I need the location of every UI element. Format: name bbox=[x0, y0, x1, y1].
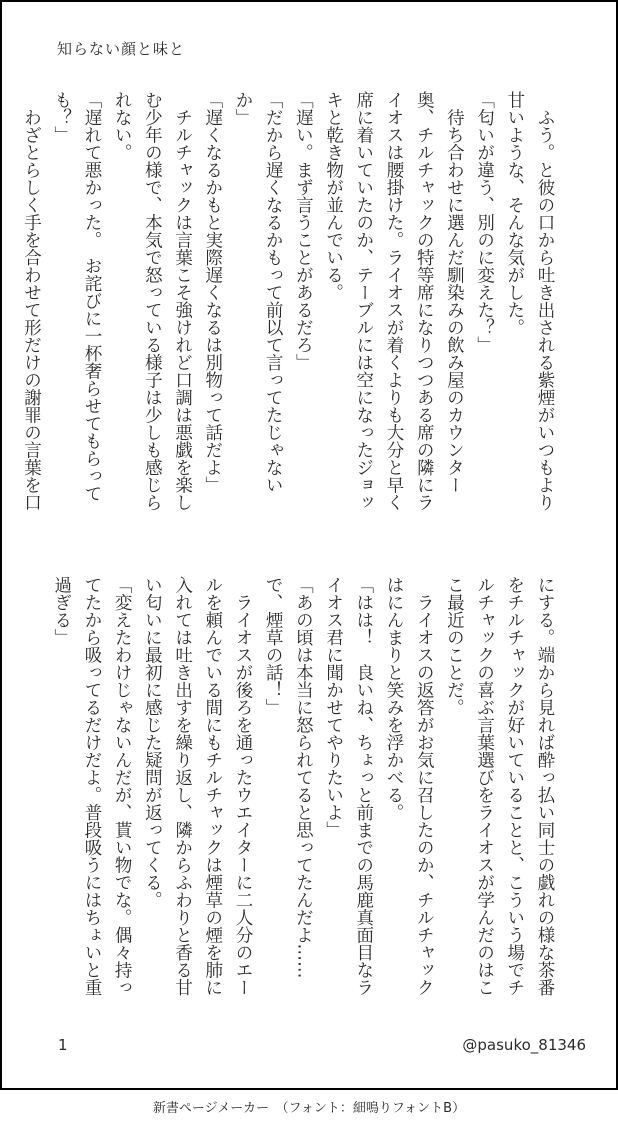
paragraph: 「匂いが違う、別のに変えた？」 bbox=[474, 91, 495, 354]
page-number: 1 bbox=[58, 1036, 68, 1054]
paragraph: 「遅れて悪かった。 お詫びに一杯奢らせてもらっても？」 bbox=[51, 91, 102, 503]
generator-caption: 新書ページメーカー （フォント：細鳴りフォントB） bbox=[152, 1101, 466, 1116]
paragraph: 「だから遅くなるかもって前以て言ってたじゃないか」 bbox=[232, 91, 284, 494]
paragraph: 「変えたわけじゃないんだが、貰い物でな。偶々持ってたから吸ってるだけだよ。普段吸うにはちょいと重過ぎる」 bbox=[51, 576, 133, 996]
paragraph: にする。端から見れば酔っ払い同士の戯れの様な茶番をチルチャックが好いていることと、こういう場でチルチャックの喜ぶ言葉選びをライオスが学んだのはここ最近のことだ。 bbox=[444, 576, 555, 996]
text-block-upper bbox=[21, 91, 560, 513]
paragraph: 「遅い。まず言うことがあるだろ」 bbox=[293, 91, 314, 371]
text-block-lower bbox=[46, 576, 560, 998]
paragraph: 待ち合わせに選んだ馴染みの飲み屋のカウンター奥、チルチャックの特等席になりつつある席の隣にライオスは腰掛けた。ライオスが着くよりも大分と早く席に着いていたのか、テーブルには空になったジョッキと乾き物が並んでいる。 bbox=[323, 91, 465, 511]
paragraph: 「遅くなるかもと実際遅くなるは別物って話だよ」 bbox=[202, 91, 223, 494]
page-title: 知らない顔と味と bbox=[57, 40, 186, 58]
paragraph: 「はは！ 良いね、ちょっと前までの馬鹿真面目なライオス君に聞かせてやりたいよ」 bbox=[323, 576, 374, 996]
author-handle: @pasuko_81346 bbox=[462, 1036, 586, 1054]
paragraph: ライオスが後ろを通ったウエイターに二人分のエールを頼んでいる間にもチルチャックは煙草の煙を肺に入れては吐き出すを繰り返し、隣からふわりと香る甘い匂いに最初に感じた疑問が返ってくる。 bbox=[142, 576, 253, 996]
paragraph: ふう。と彼の口から吐き出される紫煙がいつもより甘いような、そんな気がした。 bbox=[504, 91, 555, 511]
paragraph: 「あの頃は本当に怒られてると思ってたんだよ……で、煙草の話！」 bbox=[263, 576, 314, 979]
paragraph: わざとらしく手を合わせて形だけの謝罪の言葉を口 bbox=[21, 91, 42, 511]
paragraph: チルチャックは言葉こそ強けれど口調は悪戯を楽しむ少年の様で、本気で怒っている様子は少しも感じられない。 bbox=[112, 91, 193, 511]
paragraph: ライオスの返答がお気に召したのか、チルチャックはにんまりと笑みを浮かべる。 bbox=[383, 576, 435, 996]
